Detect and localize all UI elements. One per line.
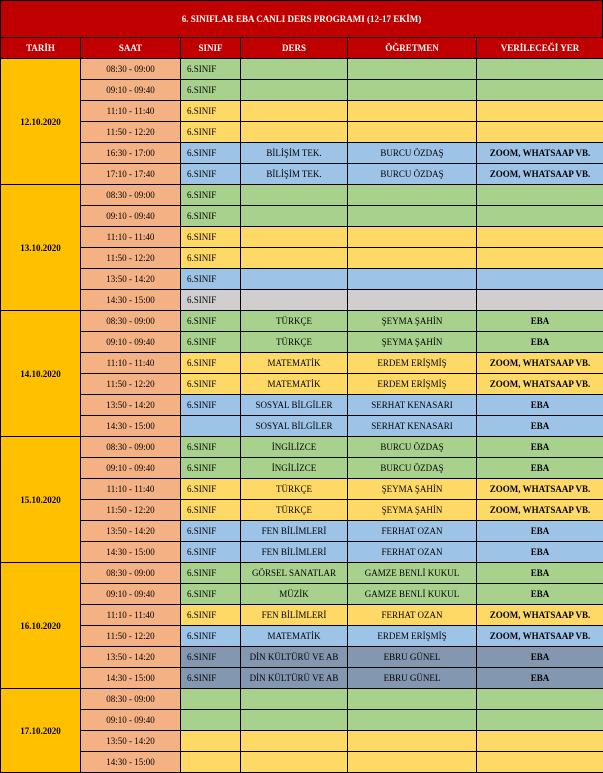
time-cell: 08:30 - 09:00 bbox=[81, 563, 181, 584]
time-cell: 08:30 - 09:00 bbox=[81, 311, 181, 332]
lesson-cell: FEN BİLİMLERİ bbox=[241, 542, 348, 563]
table-row bbox=[1, 353, 603, 374]
table-row bbox=[1, 59, 603, 80]
teacher-cell: ŞEYMA ŞAHİN bbox=[348, 479, 477, 500]
page-title: 6. SINIFLAR EBA CANLI DERS PROGRAMI (12-17 EKİM) bbox=[0, 0, 603, 38]
time-cell: 11:50 - 12:20 bbox=[81, 122, 181, 143]
place-cell bbox=[477, 248, 603, 269]
lesson-cell: TÜRKÇE bbox=[241, 500, 348, 521]
table-row bbox=[1, 227, 603, 248]
lesson-cell: TÜRKÇE bbox=[241, 311, 348, 332]
class-cell: 6.SINIF bbox=[181, 143, 241, 164]
time-cell: 16:30 - 17:00 bbox=[81, 143, 181, 164]
place-cell: EBA bbox=[477, 437, 603, 458]
teacher-cell bbox=[348, 101, 477, 122]
class-cell: 6.SINIF bbox=[181, 500, 241, 521]
col-header-date: TARİH bbox=[1, 38, 81, 59]
place-cell: EBA bbox=[477, 416, 603, 437]
date-cell: 15.10.2020 bbox=[1, 437, 81, 563]
time-cell: 11:10 - 11:40 bbox=[81, 605, 181, 626]
place-cell bbox=[477, 227, 603, 248]
teacher-cell bbox=[348, 206, 477, 227]
place-cell: EBA bbox=[477, 668, 603, 689]
col-header-teacher: ÖĞRETMEN bbox=[348, 38, 477, 59]
table-row bbox=[1, 290, 603, 311]
class-cell bbox=[181, 416, 241, 437]
table-row bbox=[1, 689, 603, 710]
place-cell: EBA bbox=[477, 584, 603, 605]
class-cell: 6.SINIF bbox=[181, 374, 241, 395]
place-cell bbox=[477, 710, 603, 731]
place-cell: ZOOM, WHATSAAP VB. bbox=[477, 605, 603, 626]
teacher-cell bbox=[348, 185, 477, 206]
place-cell bbox=[477, 59, 603, 80]
table-row bbox=[1, 248, 603, 269]
time-cell: 14:30 - 15:00 bbox=[81, 416, 181, 437]
teacher-cell: GAMZE BENLİ KUKUL bbox=[348, 584, 477, 605]
table-row bbox=[1, 122, 603, 143]
time-cell: 11:50 - 12:20 bbox=[81, 374, 181, 395]
table-row bbox=[1, 605, 603, 626]
teacher-cell: ŞEYMA ŞAHİN bbox=[348, 311, 477, 332]
lesson-cell bbox=[241, 710, 348, 731]
table-row bbox=[1, 668, 603, 689]
table-row bbox=[1, 647, 603, 668]
class-cell: 6.SINIF bbox=[181, 395, 241, 416]
time-cell: 14:30 - 15:00 bbox=[81, 668, 181, 689]
time-cell: 13:50 - 14:20 bbox=[81, 521, 181, 542]
table-row bbox=[1, 500, 603, 521]
time-cell: 11:50 - 12:20 bbox=[81, 248, 181, 269]
class-cell bbox=[181, 731, 241, 752]
teacher-cell: BURCU ÖZDAŞ bbox=[348, 437, 477, 458]
time-cell: 08:30 - 09:00 bbox=[81, 59, 181, 80]
place-cell: EBA bbox=[477, 395, 603, 416]
teacher-cell bbox=[348, 227, 477, 248]
teacher-cell: BURCU ÖZDAŞ bbox=[348, 458, 477, 479]
place-cell bbox=[477, 689, 603, 710]
place-cell: ZOOM, WHATSAAP VB. bbox=[477, 500, 603, 521]
lesson-cell bbox=[241, 227, 348, 248]
class-cell: 6.SINIF bbox=[181, 353, 241, 374]
table-row bbox=[1, 332, 603, 353]
lesson-cell: TÜRKÇE bbox=[241, 479, 348, 500]
table-row bbox=[1, 164, 603, 185]
time-cell: 11:50 - 12:20 bbox=[81, 626, 181, 647]
table-row bbox=[1, 143, 603, 164]
table-row bbox=[1, 542, 603, 563]
table-row bbox=[1, 311, 603, 332]
time-cell: 11:50 - 12:20 bbox=[81, 500, 181, 521]
lesson-cell: SOSYAL BİLGİLER bbox=[241, 395, 348, 416]
place-cell: EBA bbox=[477, 647, 603, 668]
table-row bbox=[1, 80, 603, 101]
table-row bbox=[1, 458, 603, 479]
place-cell: ZOOM, WHATSAAP VB. bbox=[477, 374, 603, 395]
class-cell: 6.SINIF bbox=[181, 668, 241, 689]
table-row bbox=[1, 626, 603, 647]
teacher-cell: BURCU ÖZDAŞ bbox=[348, 143, 477, 164]
place-cell: ZOOM, WHATSAAP VB. bbox=[477, 353, 603, 374]
lesson-cell bbox=[241, 248, 348, 269]
lesson-cell: DİN KÜLTÜRÜ VE AB bbox=[241, 668, 348, 689]
date-cell: 17.10.2020 bbox=[1, 689, 81, 773]
class-cell bbox=[181, 752, 241, 773]
class-cell bbox=[181, 710, 241, 731]
place-cell bbox=[477, 269, 603, 290]
lesson-cell bbox=[241, 290, 348, 311]
time-cell: 14:30 - 15:00 bbox=[81, 290, 181, 311]
place-cell: EBA bbox=[477, 332, 603, 353]
place-cell: EBA bbox=[477, 458, 603, 479]
time-cell: 09:10 - 09:40 bbox=[81, 710, 181, 731]
class-cell: 6.SINIF bbox=[181, 626, 241, 647]
lesson-cell bbox=[241, 101, 348, 122]
place-cell bbox=[477, 752, 603, 773]
class-cell: 6.SINIF bbox=[181, 332, 241, 353]
date-cell: 13.10.2020 bbox=[1, 185, 81, 311]
place-cell bbox=[477, 731, 603, 752]
time-cell: 09:10 - 09:40 bbox=[81, 80, 181, 101]
lesson-cell: GÖRSEL SANATLAR bbox=[241, 563, 348, 584]
time-cell: 08:30 - 09:00 bbox=[81, 185, 181, 206]
class-cell: 6.SINIF bbox=[181, 122, 241, 143]
table-row bbox=[1, 710, 603, 731]
teacher-cell bbox=[348, 710, 477, 731]
teacher-cell: ŞEYMA ŞAHİN bbox=[348, 332, 477, 353]
time-cell: 08:30 - 09:00 bbox=[81, 689, 181, 710]
time-cell: 13:50 - 14:20 bbox=[81, 269, 181, 290]
class-cell: 6.SINIF bbox=[181, 80, 241, 101]
teacher-cell: ERDEM ERİŞMİŞ bbox=[348, 353, 477, 374]
place-cell bbox=[477, 206, 603, 227]
table-row bbox=[1, 584, 603, 605]
teacher-cell bbox=[348, 731, 477, 752]
class-cell: 6.SINIF bbox=[181, 185, 241, 206]
time-cell: 13:50 - 14:20 bbox=[81, 647, 181, 668]
teacher-cell bbox=[348, 59, 477, 80]
date-cell: 16.10.2020 bbox=[1, 563, 81, 689]
lesson-cell bbox=[241, 206, 348, 227]
lesson-cell: MÜZİK bbox=[241, 584, 348, 605]
table-row bbox=[1, 437, 603, 458]
time-cell: 09:10 - 09:40 bbox=[81, 584, 181, 605]
place-cell: EBA bbox=[477, 563, 603, 584]
lesson-cell bbox=[241, 80, 348, 101]
class-cell: 6.SINIF bbox=[181, 584, 241, 605]
place-cell bbox=[477, 185, 603, 206]
class-cell: 6.SINIF bbox=[181, 542, 241, 563]
teacher-cell bbox=[348, 290, 477, 311]
time-cell: 11:10 - 11:40 bbox=[81, 479, 181, 500]
schedule-table bbox=[0, 37, 603, 773]
class-cell: 6.SINIF bbox=[181, 269, 241, 290]
place-cell: ZOOM, WHATSAAP VB. bbox=[477, 164, 603, 185]
teacher-cell bbox=[348, 248, 477, 269]
place-cell: ZOOM, WHATSAAP VB. bbox=[477, 479, 603, 500]
teacher-cell bbox=[348, 122, 477, 143]
lesson-cell: İNGİLİZCE bbox=[241, 437, 348, 458]
lesson-cell bbox=[241, 269, 348, 290]
col-header-time: SAAT bbox=[81, 38, 181, 59]
time-cell: 13:50 - 14:20 bbox=[81, 731, 181, 752]
lesson-cell bbox=[241, 731, 348, 752]
class-cell: 6.SINIF bbox=[181, 311, 241, 332]
lesson-cell: MATEMATİK bbox=[241, 374, 348, 395]
table-row bbox=[1, 206, 603, 227]
lesson-cell bbox=[241, 752, 348, 773]
teacher-cell: SERHAT KENASARI bbox=[348, 416, 477, 437]
lesson-cell: SOSYAL BİLGİLER bbox=[241, 416, 348, 437]
time-cell: 11:10 - 11:40 bbox=[81, 353, 181, 374]
teacher-cell: ERDEM ERİŞMİŞ bbox=[348, 626, 477, 647]
class-cell: 6.SINIF bbox=[181, 227, 241, 248]
time-cell: 14:30 - 15:00 bbox=[81, 752, 181, 773]
header-row bbox=[1, 38, 603, 59]
table-row bbox=[1, 269, 603, 290]
place-cell bbox=[477, 80, 603, 101]
teacher-cell bbox=[348, 269, 477, 290]
time-cell: 17:10 - 17:40 bbox=[81, 164, 181, 185]
place-cell: ZOOM, WHATSAAP VB. bbox=[477, 143, 603, 164]
table-row bbox=[1, 752, 603, 773]
time-cell: 09:10 - 09:40 bbox=[81, 458, 181, 479]
teacher-cell: SERHAT KENASARI bbox=[348, 395, 477, 416]
date-cell: 12.10.2020 bbox=[1, 59, 81, 185]
table-row bbox=[1, 185, 603, 206]
time-cell: 09:10 - 09:40 bbox=[81, 332, 181, 353]
teacher-cell bbox=[348, 80, 477, 101]
table-row bbox=[1, 101, 603, 122]
teacher-cell: FERHAT OZAN bbox=[348, 605, 477, 626]
place-cell: ZOOM, WHATSAAP VB. bbox=[477, 626, 603, 647]
place-cell bbox=[477, 122, 603, 143]
lesson-cell: FEN BİLİMLERİ bbox=[241, 521, 348, 542]
lesson-cell: MATEMATİK bbox=[241, 353, 348, 374]
class-cell: 6.SINIF bbox=[181, 59, 241, 80]
class-cell: 6.SINIF bbox=[181, 563, 241, 584]
col-header-lesson: DERS bbox=[241, 38, 348, 59]
class-cell: 6.SINIF bbox=[181, 479, 241, 500]
teacher-cell: FERHAT OZAN bbox=[348, 542, 477, 563]
class-cell: 6.SINIF bbox=[181, 164, 241, 185]
lesson-cell: BİLİŞİM TEK. bbox=[241, 164, 348, 185]
teacher-cell: BURCU ÖZDAŞ bbox=[348, 164, 477, 185]
lesson-cell: TÜRKÇE bbox=[241, 332, 348, 353]
class-cell: 6.SINIF bbox=[181, 101, 241, 122]
table-row bbox=[1, 563, 603, 584]
class-cell: 6.SINIF bbox=[181, 458, 241, 479]
class-cell: 6.SINIF bbox=[181, 521, 241, 542]
col-header-class: SINIF bbox=[181, 38, 241, 59]
teacher-cell: EBRU GÜNEL bbox=[348, 668, 477, 689]
place-cell bbox=[477, 101, 603, 122]
teacher-cell: ERDEM ERİŞMİŞ bbox=[348, 374, 477, 395]
teacher-cell bbox=[348, 689, 477, 710]
time-cell: 13:50 - 14:20 bbox=[81, 395, 181, 416]
class-cell: 6.SINIF bbox=[181, 647, 241, 668]
teacher-cell: ŞEYMA ŞAHİN bbox=[348, 500, 477, 521]
teacher-cell: EBRU GÜNEL bbox=[348, 647, 477, 668]
lesson-cell: DİN KÜLTÜRÜ VE AB bbox=[241, 647, 348, 668]
teacher-cell: FERHAT OZAN bbox=[348, 521, 477, 542]
time-cell: 08:30 - 09:00 bbox=[81, 437, 181, 458]
class-cell: 6.SINIF bbox=[181, 437, 241, 458]
schedule-body bbox=[1, 59, 603, 773]
table-row bbox=[1, 731, 603, 752]
lesson-cell bbox=[241, 185, 348, 206]
lesson-cell: BİLİŞİM TEK. bbox=[241, 143, 348, 164]
class-cell: 6.SINIF bbox=[181, 290, 241, 311]
lesson-cell: İNGİLİZCE bbox=[241, 458, 348, 479]
place-cell: EBA bbox=[477, 311, 603, 332]
time-cell: 11:10 - 11:40 bbox=[81, 227, 181, 248]
table-row bbox=[1, 374, 603, 395]
table-row bbox=[1, 395, 603, 416]
col-header-place: VERİLECEĞİ YER bbox=[477, 38, 603, 59]
place-cell: EBA bbox=[477, 542, 603, 563]
lesson-cell: FEN BİLİMLERİ bbox=[241, 605, 348, 626]
lesson-cell bbox=[241, 59, 348, 80]
time-cell: 09:10 - 09:40 bbox=[81, 206, 181, 227]
teacher-cell bbox=[348, 752, 477, 773]
lesson-cell bbox=[241, 689, 348, 710]
lesson-cell bbox=[241, 122, 348, 143]
class-cell bbox=[181, 689, 241, 710]
teacher-cell: GAMZE BENLİ KUKUL bbox=[348, 563, 477, 584]
place-cell bbox=[477, 290, 603, 311]
class-cell: 6.SINIF bbox=[181, 206, 241, 227]
table-row bbox=[1, 521, 603, 542]
lesson-cell: MATEMATİK bbox=[241, 626, 348, 647]
class-cell: 6.SINIF bbox=[181, 248, 241, 269]
date-cell: 14.10.2020 bbox=[1, 311, 81, 437]
time-cell: 14:30 - 15:00 bbox=[81, 542, 181, 563]
class-cell: 6.SINIF bbox=[181, 605, 241, 626]
table-row bbox=[1, 479, 603, 500]
table-row bbox=[1, 416, 603, 437]
time-cell: 11:10 - 11:40 bbox=[81, 101, 181, 122]
place-cell: EBA bbox=[477, 521, 603, 542]
